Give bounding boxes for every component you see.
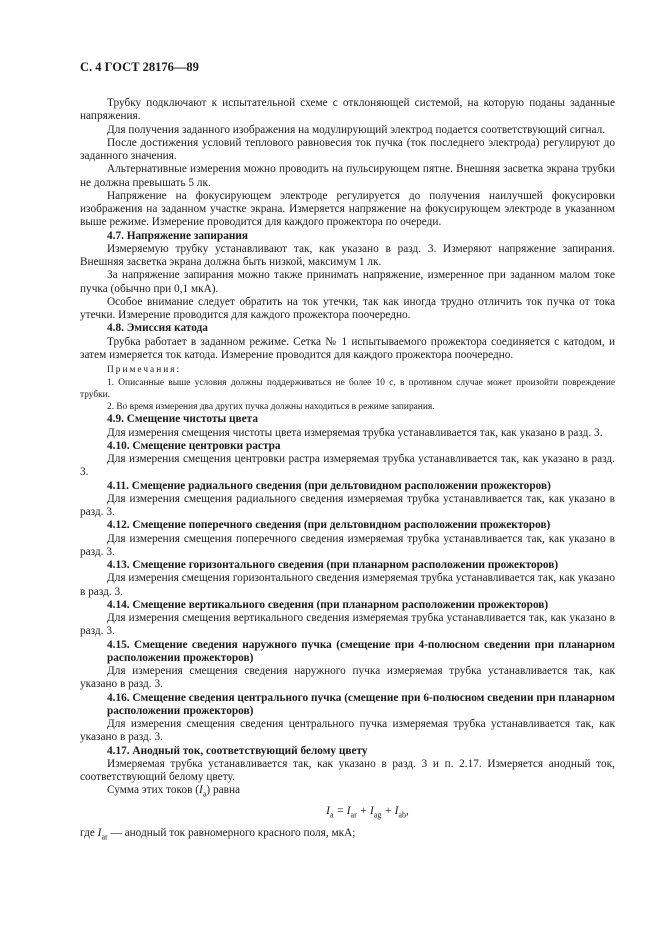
paragraph: Для измерения смещения радиального сведения измеряемая трубка устанавливается так, как указано в разд. 3. [80,492,615,518]
paragraph: Для измерения смещения центровки растра измеряемая трубка устанавливается так, как указано в разд. 3. [80,453,615,479]
section-heading: 4.8. Эмиссия катода [107,322,208,335]
paragraph: Альтернативные измерения можно проводить на пульсирующем пятне. Внешняя засветка экрана трубки не должна превышать 5 лк. [80,163,615,189]
page-header: С. 4 ГОСТ 28176—89 [80,60,199,74]
paragraph: Измеряемая трубка устанавливается так, как указано в разд. 3 и п. 2.17. Измеряется анодный ток, соответствующий белому цвету. [80,757,615,783]
paragraph: Измеряемую трубку устанавливают так, как указано в разд. 3. Измеряют напряжение запирания. Внешняя засветка экрана должна быть низкой, максимум 1 лк. [80,242,615,268]
paragraph: Для измерения смещения чистоты цвета измеряемая трубка устанавливается так, как указано в разд. 3. [107,426,603,439]
formula: $I_a = I_{ar} + I_{ag} + I_{ab}$, [326,804,409,819]
sum-line: Сумма этих токов $(I_a)$ равна [107,784,241,799]
paragraph: Для измерения смещения сведения наружного пучка измеряемая трубка устанавливается так, как указано в разд. 3. [80,665,615,691]
paragraph: Трубку подключают к испытательной схеме с отклоняющей системой, на которую поданы заданные напряжения. [80,97,615,123]
section-heading: 4.11. Смещение радиального сведения (при дельтовидном расположении прожекторов) [107,479,551,492]
paragraph: Для измерения смещения горизонтального сведения измеряемая трубка устанавливается так, как указано в разд. 3. [80,572,615,598]
section-heading: 4.12. Смещение поперечного сведения (при дельтовидном расположении прожекторов) [107,519,551,532]
paragraph: Для измерения смещения поперечного сведения измеряемая трубка устанавливается так, как указано в разд. 3. [80,532,615,558]
section-heading: 4.13. Смещение горизонтального сведения (при планарном расположении прожекторов) [107,559,559,571]
paragraph: Для измерения смещения вертикального сведения измеряемая трубка устанавливается так, как указано в разд. 3. [80,612,615,638]
note-item: 2. Во время измерения два других пучка должны находиться в режиме запирания. [107,402,435,413]
section-heading: 4.17. Анодный ток, соответствующий белому цвету [107,744,368,757]
paragraph: После достижения условий теплового равновесия ток пучка (ток последнего электрода) регулируют до заданного значения. [80,136,615,162]
note-item: 1. Описанные выше условия должны поддерживаться не более 10 с, в противном случае может произойти повреждение трубки. [80,378,615,401]
document-body [80,97,615,784]
section-heading: 4.14. Смещение вертикального сведения (при планарном расположении прожекторов) [107,598,549,611]
paragraph: Особое внимание следует обратить на ток утечки, так как иногда трудно отличить ток пучка от тока утечки. Измерение проводится для каждого прожектора поочередно. [80,295,615,321]
notes-title: Примечания: [107,365,182,375]
formula-explanation: где $I_{ar}$ — анодный ток равномерного красного поля, мкА; [80,827,356,842]
section-heading: 4.16. Смещение сведения центрального пучка (смещение при 6-полюсном сведении при планарном расположении прожекторов) [107,691,615,717]
paragraph: Для получения заданного изображения на модулирующий электрод подается соответствующий сигнал. [107,123,606,136]
section-heading: 4.10. Смещение центровки растра [107,439,281,452]
paragraph: За напряжение запирания можно также принимать напряжение, измеренное при заданном малом токе пучка (обычно при 0,1 мкА). [80,269,615,295]
paragraph: Для измерения смещения сведения центрального пучка измеряемая трубка устанавливается так, как указано в разд. 3. [80,718,615,744]
section-heading: 4.7. Напряжение запирания [107,229,248,242]
paragraph: Напряжение на фокусирующем электроде регулируется до получения наилучшей фокусировки изображения на заданном участке экрана. Измеряется напряжение на фокусирующем электроде в указанном выше режиме. Измерение проводится для каждого прожектора по очереди. [80,189,615,229]
section-heading: 4.15. Смещение сведения наружного пучка (смещение при 4-полюсном сведении при планарном расположении прожекторов) [107,638,615,664]
paragraph: Трубка работает в заданном режиме. Сетка № 1 испытываемого прожектора соединяется с катодом, и затем измеряется ток катода. Измерение проводится для каждого прожектора поочередно. [80,335,615,361]
section-heading: 4.9. Смещение чистоты цвета [107,413,258,426]
